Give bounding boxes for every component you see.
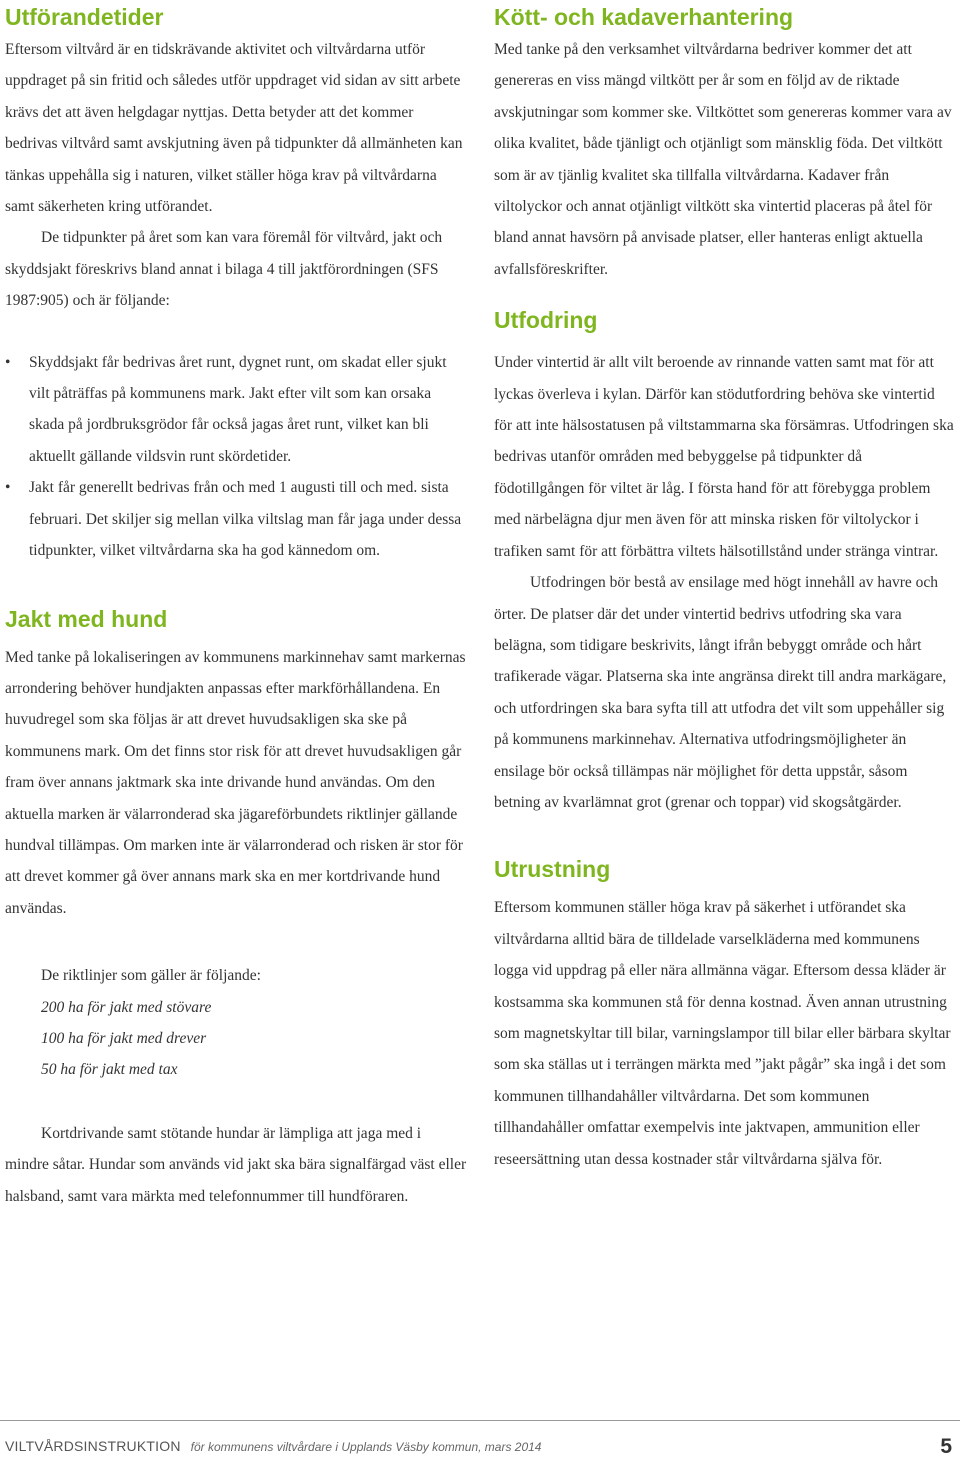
guideline-stovare: 200 ha för jakt med stövare [41, 998, 212, 1016]
kott-paragraph-1: Med tanke på den verksamhet viltvårdarna bedriver kommer det att genereras en viss mängd viltkött per år som en följd av de riktade avskjutningar som kommer ske. Viltköttet som genereras kommer vara av olika kvalitet, både tjänligt och otjänligt som mänsklig föda. Det viltkött som är av tjänlig kvalitet ska tillfalla viltvårdarna. Kadaver från viltolyckor och annat otjänligt viltkött ska vintertid placeras på åtel för bland annat havsörn på anvisade platser, eller hanteras enligt aktuella avfallsföreskrifter. [494, 41, 952, 278]
guideline-tax: 50 ha för jakt med tax [41, 1061, 178, 1079]
right-column [494, 0, 956, 1175]
section-title-utforandetider: Utförandetider [5, 4, 164, 30]
page-footer [5, 1435, 952, 1468]
section-title-utrustning: Utrustning [494, 856, 611, 883]
footer-divider [0, 1420, 960, 1421]
section-title-kott-och-kadaverhantering: Kött- och kadaverhantering [494, 4, 794, 30]
jakt-med-hund-paragraph-1: Med tanke på lokaliseringen av kommunens markinnehav samt markernas arrondering behöver hundjakten anpassas efter markförhållandena. En huvudregel som ska följas är att drevet huvudsakligen ska ske på kommunens mark. Om det finns stor risk för att drevet huvudsakligen går fram över annans jaktmark ska inte drivande hund användas. Om den aktuella marken är välarronderad ska jägareförbundets riktlinjer gällande hundval tillämpas. Om marken inte är välarronderad och risken är stor för att drevet kommer gå över annans mark ska en mer kortdrivande hund användas. [5, 648, 466, 917]
guideline-drever: 100 ha för jakt med drever [41, 1029, 207, 1047]
footer-brand: VILTVÅRDSINSTRUKTION [5, 1438, 181, 1454]
page-number: 5 [940, 1435, 952, 1458]
utrustning-paragraph-1: Eftersom kommunen ställer höga krav på säkerhet i utförandet ska viltvårdarna alltid bära de tilldelade varselkläderna med kommunens logga vid uppdrag på eller nära allmänna vägar. Eftersom dessa kläder är kostsamma ska kommunen stå för denna kostnad. Även annan utrustning som magnetskyltar till bilar, varningslampor till bilar eller bärbara skyltar som ska ställas ut i terrängen märkta med ”jakt pågår” ska ingå i det som kommunen tillhandahåller viltvårdarna. Det som kommunen tillhandahåller omfattar exempelvis inte jaktvapen, ammunition eller reseersättning utan dessa kostnader står viltvårdarna själva för. [494, 899, 951, 1168]
utforandetider-paragraph-1: Eftersom viltvård är en tidskrävande aktivitet och viltvårdarna utför uppdraget på sin fritid och således utför uppdraget vid sidan av sitt arbete krävs det att även helgdagar nyttjas. Detta betyder att det kommer bedrivas viltvård samt avskjutning även på tidpunkter då allmänheten kan tänkas uppehålla sig i naturen, vilket ställer höga krav på viltvårdarna samt säkerheten kring utförandet. [5, 41, 463, 216]
section-title-utfodring: Utfodring [494, 307, 598, 334]
bullet-item-jakt-period: • Jakt får generellt bedrivas från och med 1 augusti till och med. sista februari. Det skiljer sig mellan vilka viltslag man får jaga under dessa tidpunkter, vilket viltvårdarna ska ha god kännedom om. [5, 472, 467, 566]
left-column [5, 0, 467, 1212]
footer-subtitle: för kommunens viltvårdare i Upplands Väsby kommun, mars 2014 [190, 1440, 542, 1454]
section-title-jakt-med-hund: Jakt med hund [5, 605, 168, 632]
guidelines-intro: De riktlinjer som gäller är följande: [41, 967, 261, 985]
bullet-list [5, 347, 467, 567]
jakt-med-hund-paragraph-2: Kortdrivande samt stötande hundar är lämpliga att jaga med i mindre såtar. Hundar som används vid jakt ska bära signalfärgad väst eller halsband, samt vara märkta med telefonnummer till hundföraren. [5, 1124, 467, 1205]
utfodring-paragraph-1: Under vintertid är allt vilt beroende av rinnande vatten samt mat för att lyckas överleva i kylan. Därför kan stödutfordring behöva ske vintertid för att inte hälsostatusen på viltstammarna ska försämras. Utfodringen ska bedrivas utanför områden med bebyggelse på tidpunkter då födotillgången för viltet är låg. I första hand för att förebygga problem med närbelägna djur men även för att minska risken för viltolyckor i trafiken samt för att förbättra viltets hälsotillstånd under stränga vintrar. [494, 354, 954, 560]
utforandetider-paragraph-2: De tidpunkter på året som kan vara föremål för viltvård, jakt och skyddsjakt föreskrivs bland annat i bilaga 4 till jaktförordningen (SFS 1987:905) och är följande: [5, 229, 443, 310]
utfodring-paragraph-2: Utfodringen bör bestå av ensilage med högt innehåll av havre och örter. De platser där det under vintertid bedrivs utfodring ska vara belägna, som tidigare beskrivits, långt ifrån bebyggt område och hårt trafikerade vägar. Platserna ska inte angränsa direkt till andra markägare, och utfordringen ska bara syfta till att utfodra det vilt som uppehåller sig på kommunens markinnehav. Alternativa utfodringsmöjligheter än ensilage bör också tillämpas när möjlighet för detta uppstår, såsom betning av kvarlämnat grot (grenar och toppar) vid skogsåtgärder. [494, 574, 947, 811]
bullet-item-skyddsjakt: • Skyddsjakt får bedrivas året runt, dygnet runt, om skadat eller sjukt vilt påträffas på kommunens mark. Jakt efter vilt som kan orsaka skada på jordbruksgrödor får också jagas året runt, vilket kan bli aktuellt gällande vildsvin runt skördetider. [5, 347, 467, 473]
